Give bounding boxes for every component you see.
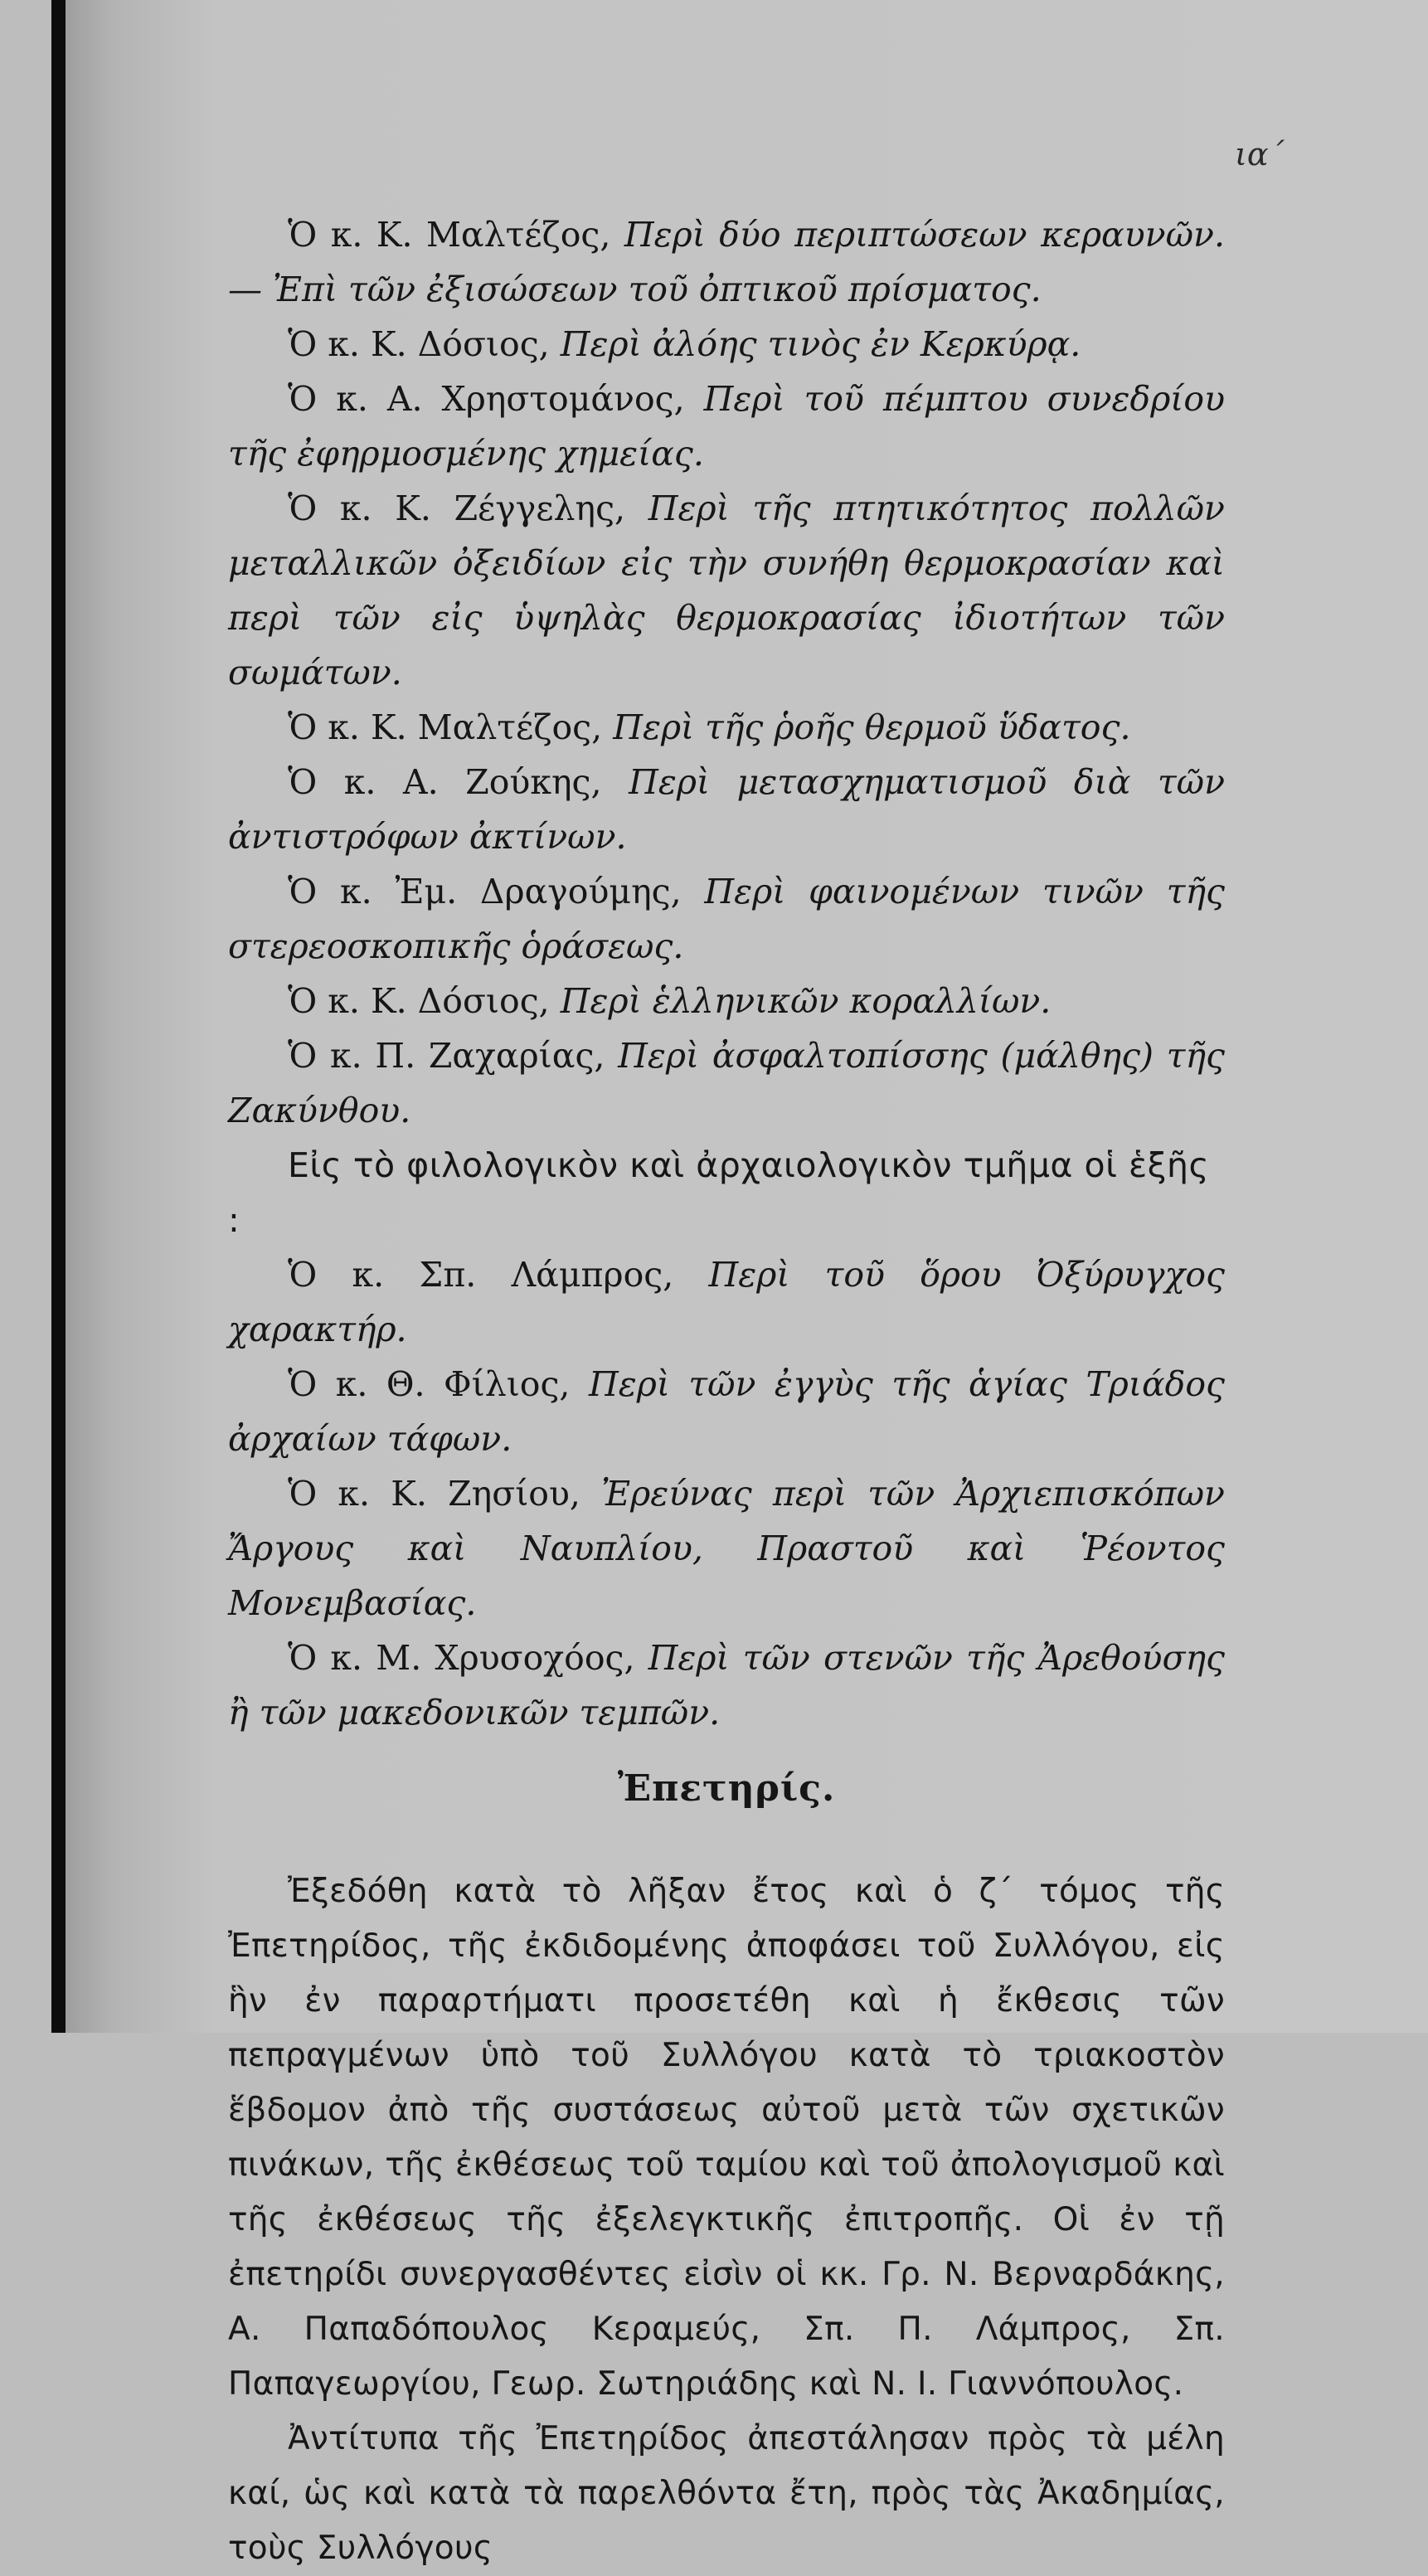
paper-entry xyxy=(228,755,1225,864)
paper-entry xyxy=(228,1631,1225,1740)
paper-entry xyxy=(228,1357,1225,1466)
paper-entry xyxy=(228,1247,1225,1357)
paper-entry xyxy=(228,372,1225,481)
author-name: Ὁ κ. Α. Χρηστομάνος, xyxy=(288,379,685,419)
author-name: Ὁ κ. Π. Ζαχαρίας, xyxy=(288,1036,605,1076)
body-paragraph-1: Ἐξεδόθη κατὰ τὸ λῆξαν ἔτος καὶ ὁ ζ΄ τόμος τῆς Ἐπετηρίδος, τῆς ἐκδιδομένης ἀποφάσει τοῦ Συλλόγου, εἰς ἣν ἐν παραρτήματι προσετέθη καὶ ἡ ἔκθεσις τῶν πεπραγμένων ὑπὸ τοῦ Συλλόγου κατὰ τὸ τριακοστὸν ἕβδομον ἀπὸ τῆς συστάσεως αὐτοῦ μετὰ τῶν σχετικῶν πινάκων, τῆς ἐκθέσεως τοῦ ταμίου καὶ τοῦ ἀπολογισμοῦ καὶ τῆς ἐκθέσεως τῆς ἐξελεγκτικῆς ἐπιτροπῆς. Οἱ ἐν τῇ ἐπετηρίδι συνεργασθέντες εἰσὶν οἱ κκ. Γρ. Ν. Βερναρδάκης, Α. Παπαδόπουλος Κεραμεύς, Σπ. Π. Λάμπρος, Σπ. Παπαγεωργίου, Γεωρ. Σωτηριάδης καὶ Ν. Ι. Γιαννόπουλος. xyxy=(228,1873,1225,2403)
paper-title: Περὶ ἀλόης τινὸς ἐν Κερκύρᾳ. xyxy=(560,324,1081,364)
author-name: Ὁ κ. Μ. Χρυσοχόος, xyxy=(288,1638,635,1678)
paper-title: Περὶ τῆς πτητικότητος πολλῶν μεταλλικῶν ὀξειδίων εἰς τὴν συνήθη θερμοκρασίαν καὶ περὶ τῶν εἰς ὑψηλὰς θερμοκρασίας ἰδιοτήτων τῶν σωμάτων. xyxy=(228,488,1225,693)
paper-title: Περὶ τοῦ ὅρου Ὀξύρυγχος χαρακτήρ. xyxy=(228,1255,1225,1349)
paper-title: Περὶ τῶν ἐγγὺς τῆς ἁγίας Τριάδος ἀρχαίων τάφων. xyxy=(228,1364,1225,1459)
paper-title: Περὶ τοῦ πέμπτου συνεδρίου τῆς ἐφηρμοσμένης χημείας. xyxy=(228,379,1225,474)
author-name: Ὁ κ. Κ. Μαλτέζος, xyxy=(288,707,603,747)
author-name: Ὁ κ. Κ. Ζέγγελης, xyxy=(288,488,626,528)
section-note: Εἰς τὸ φιλολογικὸν καὶ ἀρχαιολογικὸν τμῆμα οἱ ἑξῆς : xyxy=(228,1145,1210,1240)
body-paragraph-2: Ἀντίτυπα τῆς Ἐπετηρίδος ἀπεστάλησαν πρὸς τὰ μέλη καί, ὡς καὶ κατὰ τὰ παρελθόντα ἔτη, πρὸς τὰς Ἀκαδημίας, τοὺς Συλλόγους xyxy=(228,2420,1225,2567)
science-papers-list xyxy=(228,207,1225,1138)
paper-entry xyxy=(228,1028,1225,1138)
author-name: Ὁ κ. Θ. Φίλιος, xyxy=(288,1364,571,1404)
paper-title: Περὶ φαινομένων τινῶν τῆς στερεοσκοπικῆς ὁράσεως. xyxy=(228,872,1225,966)
paper-title: Ἐρεύνας περὶ τῶν Ἀρχιεπισκόπων Ἄργους καὶ Ναυπλίου, Πραστοῦ καὶ Ῥέοντος Μονεμβασίας. xyxy=(228,1474,1225,1623)
paper-entry xyxy=(228,207,1225,317)
author-name: Ὁ κ. Κ. Μαλτέζος, xyxy=(288,215,611,255)
paper-title: Περὶ ἑλληνικῶν κοραλλίων. xyxy=(560,981,1052,1021)
author-name: Ὁ κ. Σπ. Λάμπρος, xyxy=(288,1255,674,1295)
paper-entry xyxy=(228,864,1225,974)
paper-entry xyxy=(228,1466,1225,1631)
section-heading: Ἐπετηρίς. xyxy=(617,1767,836,1810)
author-name: Ὁ κ. Κ. Δόσιος, xyxy=(288,324,550,364)
philology-papers-list xyxy=(228,1247,1225,1740)
page-number: ια΄ xyxy=(1235,136,1285,173)
author-name: Ὁ κ. Κ. Δόσιος, xyxy=(288,981,550,1021)
paper-title: Περὶ δύο περιπτώσεων κεραυνῶν.— Ἐπὶ τῶν ἐξισώσεων τοῦ ὀπτικοῦ πρίσματος. xyxy=(228,215,1225,309)
paper-title: Περὶ τῆς ῥοῆς θερμοῦ ὕδατος. xyxy=(613,707,1131,747)
book-binding-edge xyxy=(51,0,66,2033)
page-text xyxy=(228,207,1225,2576)
paper-title: Περὶ μετασχηματισμοῦ διὰ τῶν ἀντιστρόφων ἀκτίνων. xyxy=(228,762,1225,857)
author-name: Ὁ κ. Ἐμ. Δραγούμης, xyxy=(288,872,682,911)
paper-title: Περὶ ἀσφαλτοπίσσης (μάλθης) τῆς Ζακύνθου. xyxy=(228,1036,1225,1130)
author-name: Ὁ κ. Α. Ζούκης, xyxy=(288,762,602,802)
paper-entry xyxy=(228,974,1225,1028)
author-name: Ὁ κ. Κ. Ζησίου, xyxy=(288,1474,580,1514)
paper-entry xyxy=(228,700,1225,755)
paper-title: Περὶ τῶν στενῶν τῆς Ἀρεθούσης ἢ τῶν μακεδονικῶν τεμπῶν. xyxy=(228,1638,1225,1733)
paper-entry xyxy=(228,317,1225,372)
paper-entry xyxy=(228,481,1225,700)
